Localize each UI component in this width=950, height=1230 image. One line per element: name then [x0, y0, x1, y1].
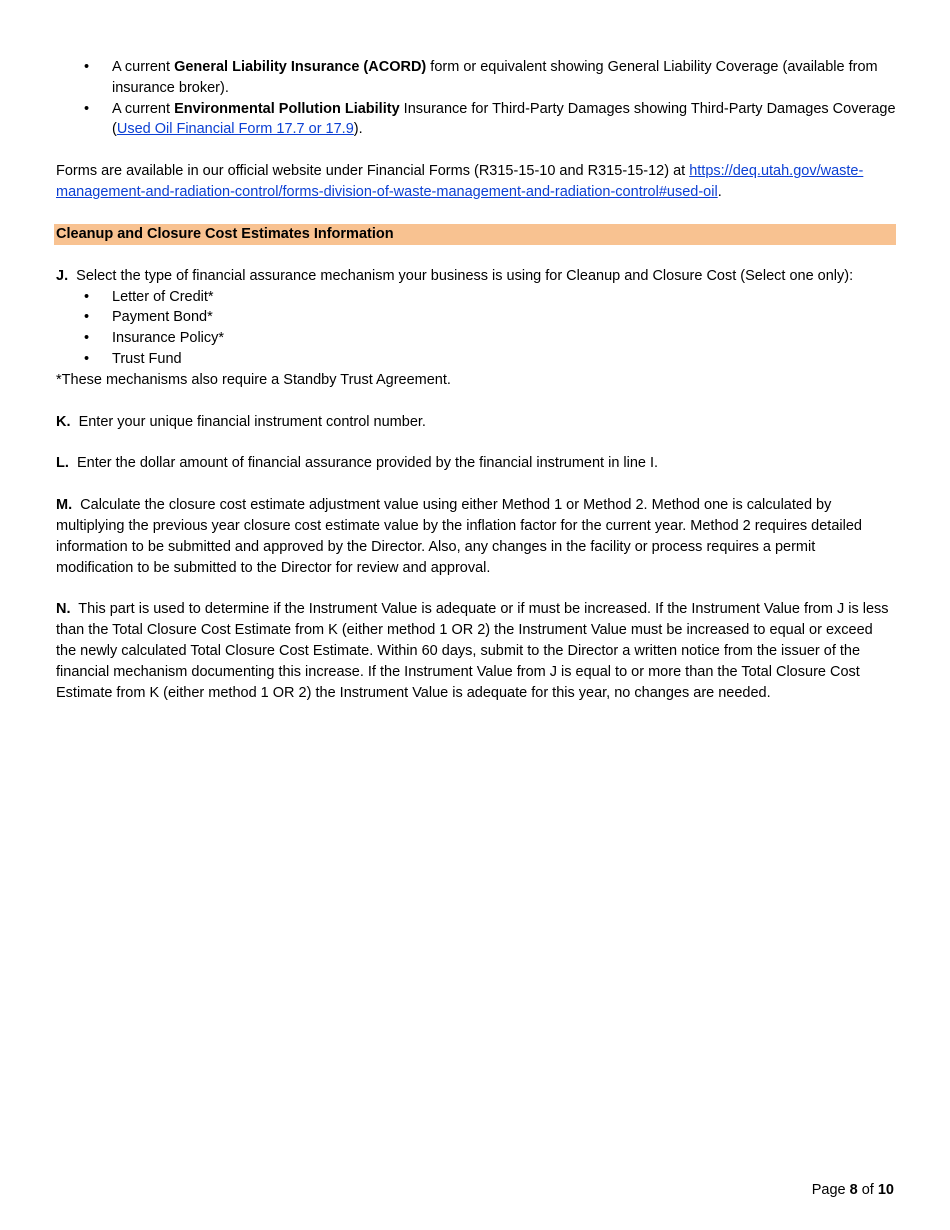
forms-paragraph: [56, 161, 896, 203]
item-label: K.: [56, 413, 71, 430]
list-item-bold: Environmental Pollution Liability: [174, 100, 400, 117]
item-l: [56, 453, 896, 474]
option-payment-bond: Payment Bond*: [112, 309, 213, 326]
item-text: Enter your unique financial instrument control number.: [78, 413, 426, 430]
of-word: of: [861, 1182, 874, 1198]
bullet-icon: •: [84, 100, 90, 117]
section-header: Cleanup and Closure Cost Estimates Information: [54, 224, 896, 245]
bullet-icon: •: [84, 288, 90, 305]
item-label: L.: [56, 455, 69, 472]
used-oil-financial-form-link[interactable]: Used Oil Financial Form 17.7 or 17.9: [116, 121, 354, 138]
forms-text: Forms are available in our official website under Financial Forms (R315-15-10 and R315-15-12) at: [56, 163, 690, 180]
item-n: [56, 599, 896, 703]
item-text: Enter the dollar amount of financial assurance provided by the financial instrument in line I.: [76, 455, 659, 472]
insurance-requirements-list: [56, 57, 896, 140]
list-item: [56, 328, 896, 349]
list-item-prefix: A current: [112, 100, 175, 117]
bullet-icon: •: [84, 350, 90, 367]
page-word: Page: [811, 1182, 846, 1198]
list-item: [56, 287, 896, 308]
list-item: [56, 349, 896, 370]
standby-trust-note: *These mechanisms also require a Standby Trust Agreement.: [56, 371, 451, 388]
list-item-prefix: A current: [112, 59, 175, 75]
item-label: M.: [56, 497, 73, 514]
deq-forms-link[interactable]: https://deq.utah.gov/waste-management-and-radiation-control/forms-division-of-waste-management-and-radiation-control#used-oil: [56, 163, 864, 200]
list-item: [56, 99, 896, 141]
document-page: [56, 57, 896, 703]
total-pages: 10: [877, 1182, 894, 1198]
list-item: [56, 307, 896, 328]
bullet-icon: •: [84, 309, 90, 326]
list-item-text: Insurance for Third-Party Damages showing Third-Party Damages Coverage (: [112, 100, 896, 138]
item-m: [56, 495, 896, 578]
bullet-icon: •: [84, 59, 90, 75]
option-letter-of-credit: Letter of Credit*: [112, 288, 214, 305]
item-text: This part is used to determine if the Instrument Value is adequate or if must be increased. If the Instrument Value from J is less than the Total Closure Cost Estimate from K (either method 1 OR 2) the Instrument Value must be increased to equal or exceed the newly calculated Total Closure Cost Estimate. Within 60 days, submit to the Director a written notice from the issuer of the financial mechanism documenting this increase. If the Instrument Value from J is equal to or more than the Total Closure Cost Estimate from K (either method 1 OR 2) the Instrument Value is adequate for this year, no changes are needed.: [56, 601, 889, 701]
forms-suffix: .: [717, 183, 722, 200]
item-text: Calculate the closure cost estimate adjustment value using either Method 1 or Method 2. Method one is calculated by multiplying the previous year closure cost estimate value by the inflation factor for the current year. Method 2 requires detailed information to be submitted and approved by the Director. Also, any changes in the facility or process requires a permit modification to be submitted to the Director for review and approval.: [56, 497, 862, 576]
mechanism-options-list: [56, 287, 896, 370]
list-item-bold: General Liability Insurance (ACORD): [174, 59, 427, 75]
list-item: [56, 57, 896, 99]
item-label: J.: [56, 267, 69, 284]
current-page: 8: [849, 1182, 858, 1198]
item-k: [56, 412, 896, 433]
bullet-icon: •: [84, 330, 90, 347]
page-number: [812, 1180, 894, 1201]
item-text: Select the type of financial assurance mechanism your business is using for Cleanup and Closure Cost (Select one only):: [76, 267, 854, 284]
item-j: [56, 266, 896, 287]
option-insurance-policy: Insurance Policy*: [112, 330, 225, 347]
item-label: N.: [56, 601, 71, 618]
list-item-text: form or equivalent showing General Liability Coverage (available from insurance broker).: [112, 59, 878, 96]
option-trust-fund: Trust Fund: [112, 350, 182, 367]
list-item-suffix: ).: [353, 121, 363, 138]
